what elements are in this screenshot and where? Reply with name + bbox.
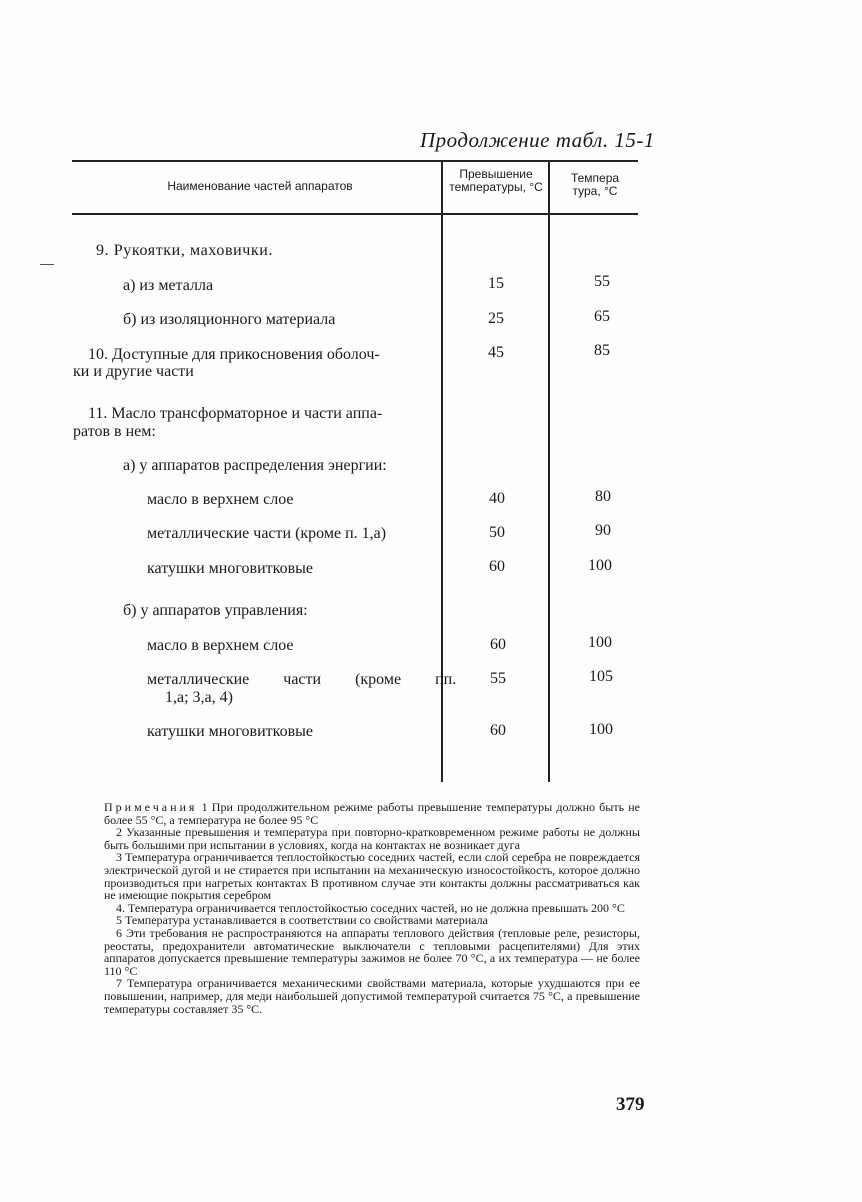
row-label: б) из изоляционного материала <box>123 311 336 328</box>
row-label-cont: ратов в нем: <box>73 423 156 440</box>
rise-value: 40 <box>489 490 505 507</box>
row-label: б) у аппаратов управления: <box>123 602 308 619</box>
row-label: катушки многовитковые <box>147 723 313 740</box>
rise-value: 60 <box>490 636 506 653</box>
temp-value: 100 <box>589 721 613 738</box>
temp-value: 105 <box>589 668 613 685</box>
column-divider-2 <box>548 160 550 782</box>
header-temp: Темпера тура, °С <box>570 171 620 198</box>
row-label: металлические части (кроме пп. <box>147 671 457 688</box>
rise-value: 50 <box>489 524 505 541</box>
temp-value: 100 <box>588 634 612 651</box>
margin-mark <box>40 264 54 265</box>
temp-value: 65 <box>594 308 610 325</box>
note-4: 4. Температура ограничивается теплостойкостью соседних частей, но не должна превышать 200 °С <box>116 900 625 915</box>
rise-value: 25 <box>488 310 504 327</box>
row-label: 11. Масло трансформаторное и части аппа- <box>88 405 383 422</box>
page-number: 379 <box>616 1094 645 1115</box>
row-label: металлические части (кроме п. 1,а) <box>147 525 387 542</box>
row-label: масло в верхнем слое <box>147 491 294 508</box>
temp-value: 100 <box>588 557 612 574</box>
temp-value: 55 <box>594 273 610 290</box>
row-label: катушки многовитковые <box>147 560 313 577</box>
row-label-cont: 1,а; 3,а, 4) <box>165 689 233 706</box>
rise-value: 15 <box>488 275 504 292</box>
note-3: 3 Температура ограничивается теплостойкостью соседних частей, если слой серебра не повреждается электрической дугой и не стирается при испытании на механическую износостойкость, которое должно производиться при нагретых контактах В противном случае эти контакты должны рассматриваться как не имеющие покрытия серебром <box>104 850 640 903</box>
row-label: 10. Доступные для прикосновения оболоч- <box>88 346 380 363</box>
header-name: Наименование частей аппаратов <box>167 179 353 193</box>
row-label: масло в верхнем слое <box>147 637 294 654</box>
notes-heading: Примечания <box>104 800 198 814</box>
rise-value: 45 <box>488 344 504 361</box>
rise-value: 60 <box>490 722 506 739</box>
temp-value: 85 <box>594 342 610 359</box>
notes-block <box>104 801 640 1015</box>
continuation-title: Продолжение табл. 15-1 <box>420 128 655 152</box>
row-label-cont: ки и другие части <box>73 363 194 380</box>
row-label: а) из металла <box>123 277 214 294</box>
temp-value: 80 <box>595 488 611 505</box>
row-label: а) у аппаратов распределения энергии: <box>123 457 387 474</box>
note-5: 5 Температура устанавливается в соответствии со свойствами материала <box>116 913 488 928</box>
temp-value: 90 <box>595 522 611 539</box>
note-2: 2 Указанные превышения и температура при повторно-кратковременном режиме работы не должны быть большими при испытании в условиях, когда на контактах не возникает дуга <box>104 825 640 852</box>
note-1 <box>104 801 640 826</box>
note-6: 6 Эти требования не распространяются на аппараты теплового действия (тепловые реле, резисторы, реостаты, предохранители автоматические выключатели с тепловыми расцепителями) Для этих аппаратов допускается превышение температуры зажимов не более 70 °С, а их температура — не более 110 °С <box>104 925 640 978</box>
note-7: 7 Температура ограничивается механическими свойствами материала, которые ухудшаются при ее повышении, например, для меди наибольшей допустимой температурой считается 75 °С, а превышение температуры составляет 35 °С. <box>104 976 640 1016</box>
rise-value: 60 <box>489 558 505 575</box>
rise-value: 55 <box>490 670 506 687</box>
table-top-rule <box>72 160 638 162</box>
table-header-rule <box>72 213 638 215</box>
note-1-text: 1 При продолжительном режиме работы превышение температуры должно быть не более 55 °С, а температура не более 95 °С <box>104 800 640 827</box>
row-label: 9. Рукоятки, маховички. <box>96 242 274 259</box>
header-rise: Превышение температуры, °С <box>449 167 543 194</box>
